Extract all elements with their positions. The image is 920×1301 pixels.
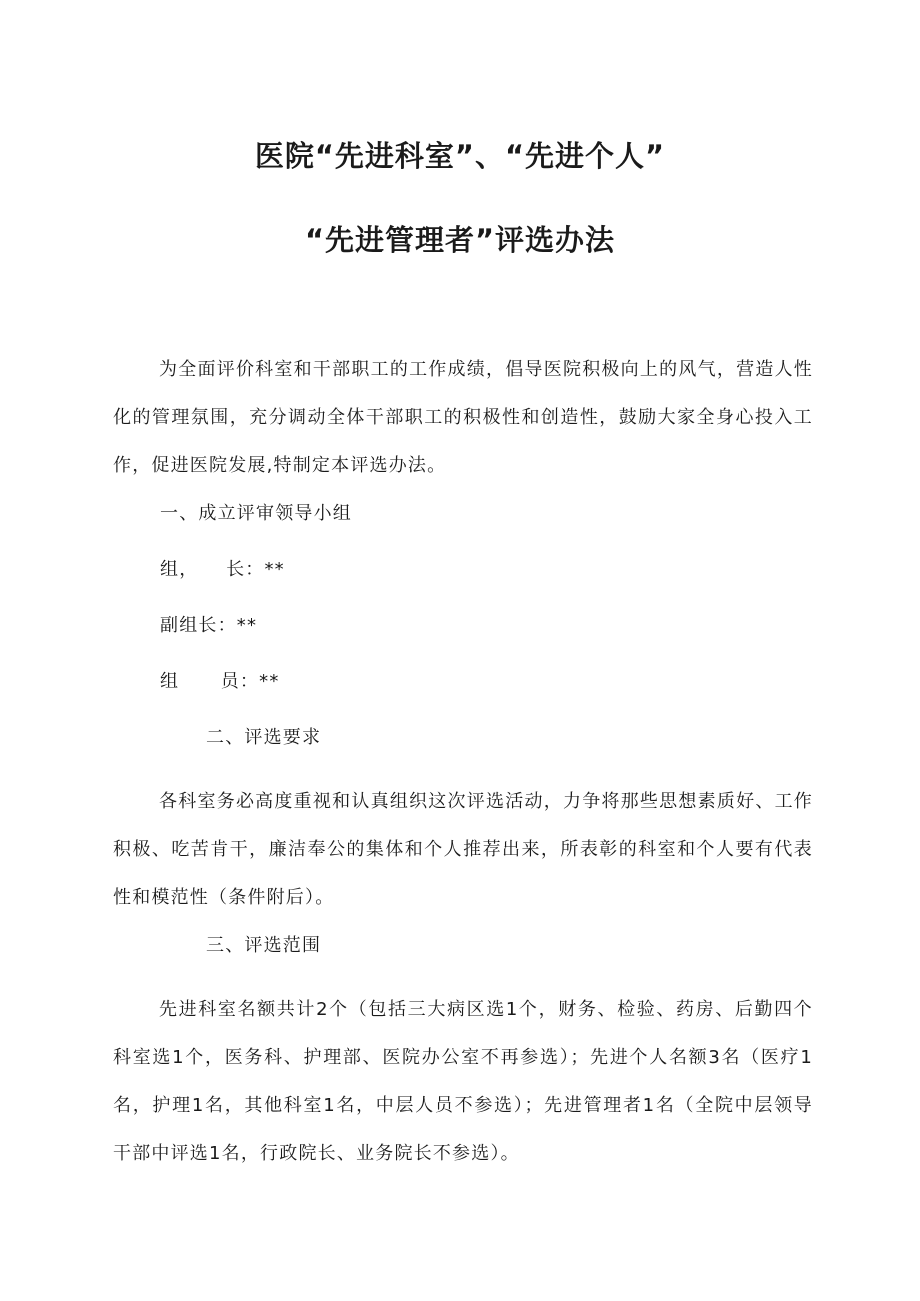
intro-paragraph: 为全面评价科室和干部职工的工作成绩，倡导医院积极向上的风气，营造人性化的管理氛围，充分调动全体干部职工的积极性和创造性，鼓励大家全身心投入工作，促进医院发展,特制定本评选办法。 (113, 359, 813, 476)
section-1-heading: 一、成立评审领导小组 (160, 503, 352, 524)
document-title-line-1: 医院“先进科室”、“先进个人” (254, 139, 666, 173)
section-3-paragraph: 先进科室名额共计2个（包括三大病区选1个，财务、检验、药房、后勤四个科室选1个，医务科、护理部、医院办公室不再参选）；先进个人名额3名（医疗1名，护理1名，其他科室1名，中层人员不参选）；先进管理者1名（全院中层领导干部中评选1名，行政院长、业务院长不参选）。 (113, 999, 813, 1164)
member-members: 组 员：** (160, 671, 280, 692)
section-2-paragraph: 各科室务必高度重视和认真组织这次评选活动，力争将那些思想素质好、工作积极、吃苦肯干，廉洁奉公的集体和个人推荐出来，所表彰的科室和个人要有代表性和模范性（条件附后）。 (113, 791, 813, 908)
document-title-line-2: “先进管理者”评选办法 (304, 223, 616, 257)
section-3-heading: 三、评选范围 (206, 935, 322, 956)
section-2-heading: 二、评选要求 (206, 727, 322, 748)
member-leader: 组， 长：** (160, 559, 285, 580)
member-deputy-leader: 副组长：** (160, 615, 258, 636)
